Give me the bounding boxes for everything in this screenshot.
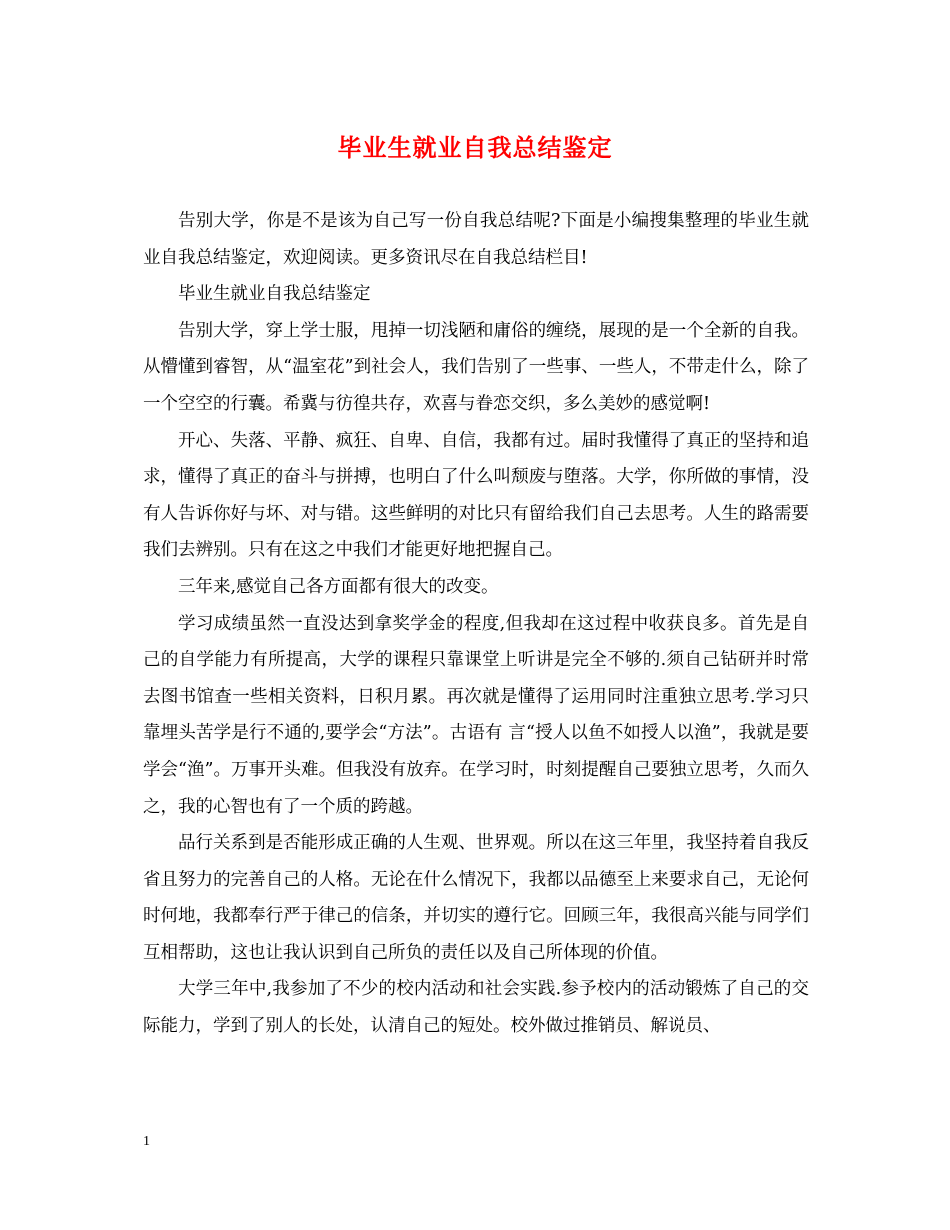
- paragraph: 三年来,感觉自己各方面都有很大的改变。: [178, 576, 499, 597]
- page-number: 1: [143, 1134, 150, 1149]
- paragraph: 开心、失落、平静、疯狂、自卑、自信，我都有过。届时我懂得了真正的坚持和追求，懂得了真正的奋斗与拼搏，也明白了什么叫颓废与堕落。大学，你所做的事情，没有人告诉你好与坏、对与错。这些鲜明的对比只有留给我们自己去思考。人生的路需要我们去辨别。只有在这之中我们才能更好地把握自己。: [143, 430, 809, 561]
- document-title: 毕业生就业自我总结鉴定: [337, 133, 613, 162]
- paragraph-intro: 告别大学，你是不是该为自己写一份自我总结呢?下面是小编搜集整理的毕业生就业自我总结鉴定，欢迎阅读。更多资讯尽在自我总结栏目!: [143, 211, 809, 268]
- paragraph: 告别大学，穿上学士服，甩掉一切浅陋和庸俗的缠绕，展现的是一个全新的自我。从懵懂到睿智，从“温室花”到社会人，我们告别了一些事、一些人，不带走什么，除了一个空空的行囊。希冀与彷徨共存，欢喜与眷恋交织，多么美妙的感觉啊!: [143, 320, 809, 414]
- paragraph-subtitle: 毕业生就业自我总结鉴定: [178, 284, 371, 305]
- paragraph: 学习成绩虽然一直没达到拿奖学金的程度,但我却在这过程中收获良多。首先是自己的自学能力有所提高，大学的课程只靠课堂上听讲是完全不够的.须自己钻研并时常去图书馆查一些相关资料，日积月累。再次就是懂得了运用同时注重独立思考.学习只靠埋头苦学是行不通的,要学会“方法”。古语有 言“授人以鱼不如授人以渔”，我就是要学会“渔”。万事开头难。但我没有放弃。在学习时，时刻提醒自己要独立思考，久而久之，我的心智也有了一个质的跨越。: [143, 613, 809, 817]
- paragraph: 品行关系到是否能形成正确的人生观、世界观。所以在这三年里，我坚持着自我反省且努力的完善自己的人格。无论在什么情况下，我都以品德至上来要求自己，无论何时何地，我都奉行严于律己的信条，并切实的遵行它。回顾三年，我很高兴能与同学们互相帮助，这也让我认识到自己所负的责任以及自己所体现的价值。: [143, 833, 809, 963]
- document-body: [143, 203, 809, 1045]
- paragraph: 大学三年中,我参加了不少的校内活动和社会实践.参予校内的活动锻炼了自己的交际能力，学到了别人的长处，认清自己的短处。校外做过推销员、解说员、: [143, 979, 809, 1037]
